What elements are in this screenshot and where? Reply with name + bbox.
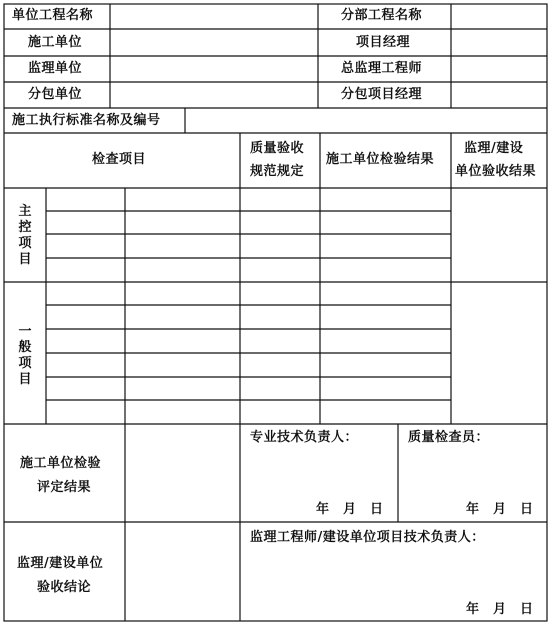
contractor-field[interactable] [111, 30, 317, 55]
subcontractor-label: 分包单位 [28, 87, 83, 102]
division-name-label: 分部工程名称 [341, 8, 423, 23]
contractor-eval-label-line2: 评定结果 [37, 480, 92, 495]
chief-supervisor-field[interactable] [452, 57, 546, 81]
subcontractor-field[interactable] [111, 83, 317, 107]
quality-inspector-label: 质量检查员： [408, 430, 490, 445]
supervisor-conclusion-field[interactable] [126, 523, 239, 620]
chief-supervisor-label: 总监理工程师 [341, 61, 423, 76]
general-items-label: 一般项目 [18, 324, 32, 387]
supervisor-result-header-line2: 单位验收结果 [455, 164, 537, 179]
tech-lead-label: 专业技术负责人： [250, 430, 359, 445]
quality-spec-header-line1: 质量验收 [250, 141, 305, 156]
supervisor-engineer-label: 监理工程师/建设单位项目技术负责人： [250, 530, 485, 545]
project-manager-field[interactable] [452, 30, 546, 55]
supervisor-conclusion-label-line2: 验收结论 [37, 580, 92, 595]
contractor-result-header: 施工单位检验结果 [326, 152, 435, 167]
sub-manager-label: 分包项目经理 [341, 87, 423, 102]
supervisor-conclusion-label-line1: 监理/建设单位 [17, 556, 104, 571]
sub-manager-field[interactable] [452, 83, 546, 107]
supervisor-signoff-date: 年 月 日 [466, 602, 534, 617]
supervisor-result-header-line1: 监理/建设 [464, 141, 524, 156]
check-items-header: 检查项目 [92, 152, 147, 167]
standard-field[interactable] [186, 109, 546, 132]
main-control-items-label: 主控项目 [18, 204, 32, 267]
project-name-label: 单位工程名称 [12, 8, 94, 23]
contractor-eval-field[interactable] [126, 425, 239, 521]
quality-spec-header-line2: 规范规定 [250, 164, 305, 179]
supervisor-unit-label: 监理单位 [28, 61, 83, 76]
project-manager-label: 项目经理 [356, 35, 411, 50]
supervisor-unit-field[interactable] [111, 57, 317, 81]
project-name-field[interactable] [111, 5, 317, 28]
division-name-field[interactable] [452, 5, 546, 28]
contractor-eval-label-line1: 施工单位检验 [20, 456, 102, 471]
standard-label: 施工执行标准名称及编号 [12, 113, 161, 128]
contractor-label: 施工单位 [28, 35, 83, 50]
quality-inspector-date: 年 月 日 [466, 502, 534, 517]
tech-lead-date: 年 月 日 [316, 502, 384, 517]
